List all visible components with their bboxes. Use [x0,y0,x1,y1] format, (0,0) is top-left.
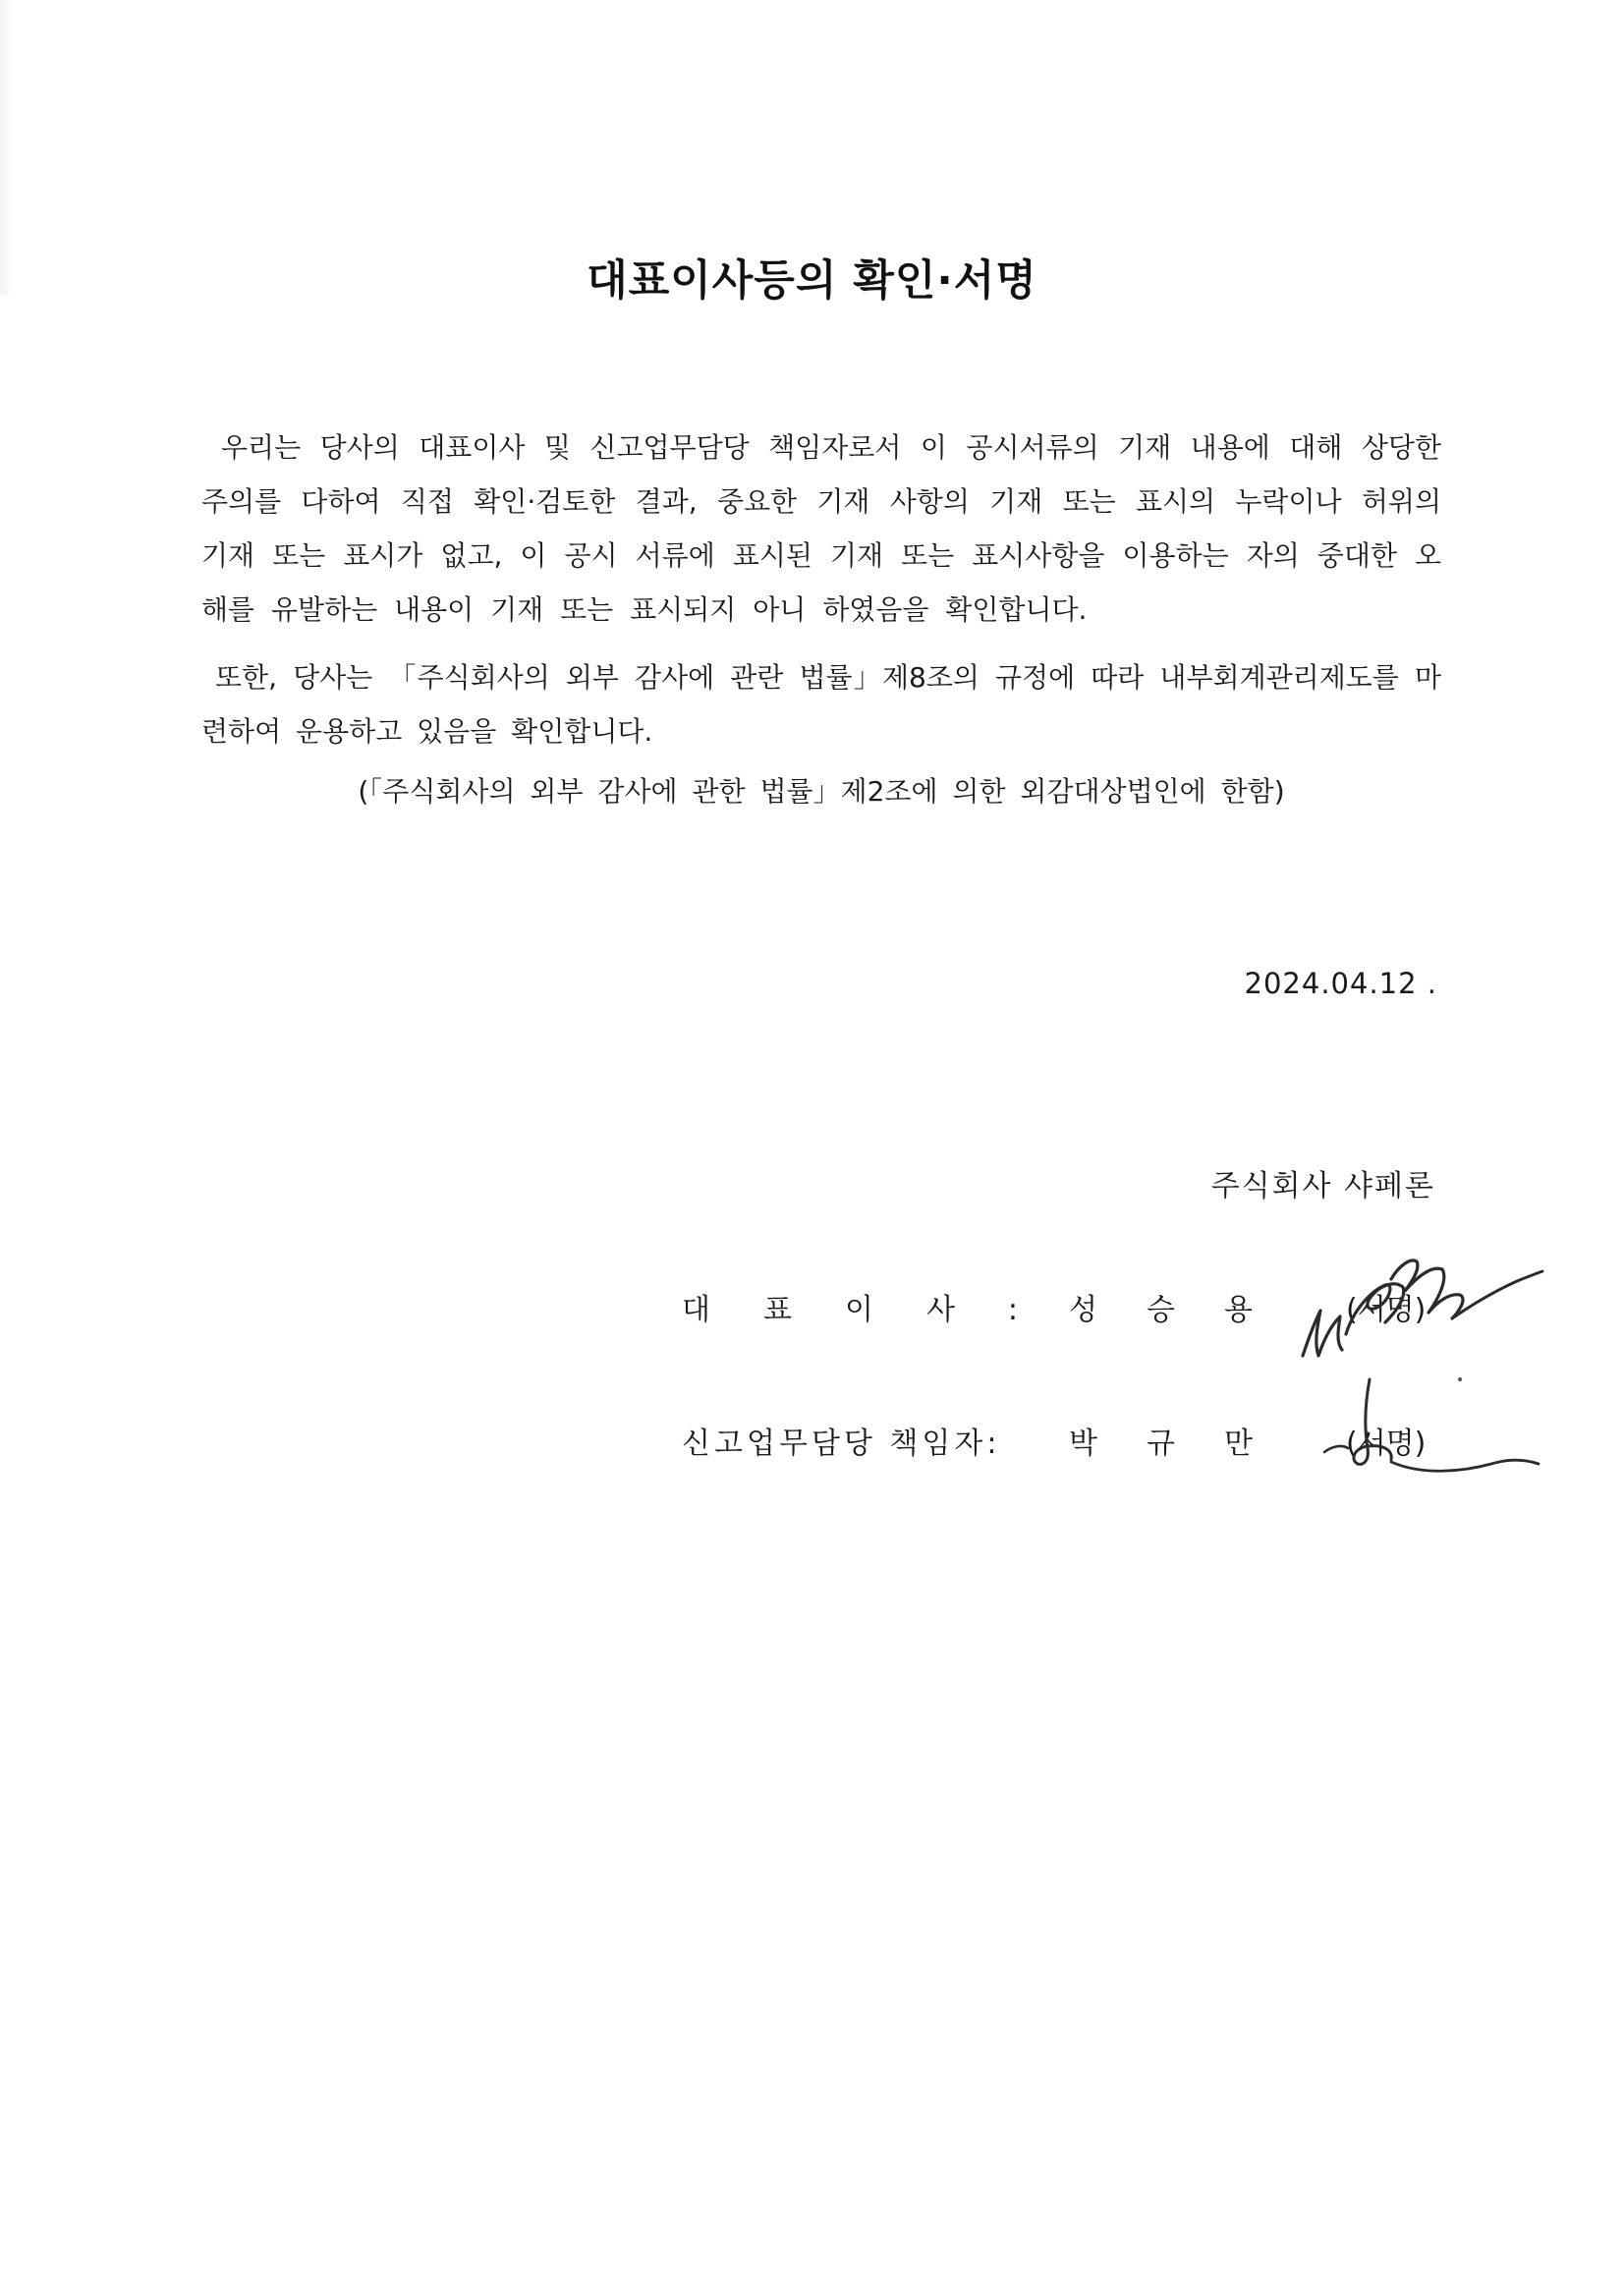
applicability-note: (「주식회사의 외부 감사에 관한 법률」제2조에 의한 외감대상법인에 한함) [358,775,1285,808]
internal-control-paragraph: 또한, 당사는 「주식회사의 외부 감사에 관란 법률」제8조의 규정에 따라 내부회계관리제도를 마련하여 운용하고 있음을 확인합니다. [201,661,1441,748]
document-body [201,420,1441,818]
document-date: 2024.04.12 . [1244,967,1437,1000]
document-title: 대표이사등의 확인·서명 [587,256,1037,306]
signatory-name: 성승용 [1069,1293,1302,1327]
signature-placeholder: (서명) [1346,1427,1427,1461]
company-name: 주식회사 샤페론 [1210,1169,1435,1204]
signatory-role: 대표이사: [682,1293,1072,1327]
signature-placeholder: (서명) [1346,1293,1427,1327]
signatory-name: 박규만 [1069,1427,1302,1461]
confirmation-paragraph: 우리는 당사의 대표이사 및 신고업무담당 책임자로서 이 공시서류의 기재 내용에 대해 상당한 주의를 다하여 직접 확인·검토한 결과, 중요한 기재 사항의 기재 또는 표시의 누락이나 허위의 기재 또는 표시가 없고, 이 공시 서류에 표시된 기재 또는 표시사항을 이용하는 자의 중대한 오해를 유발하는 내용이 기재 또는 표시되지 아니 하였음을 확인합니다. [201,431,1441,626]
signatory-role: 신고업무담당 책임자: [682,1427,1001,1461]
